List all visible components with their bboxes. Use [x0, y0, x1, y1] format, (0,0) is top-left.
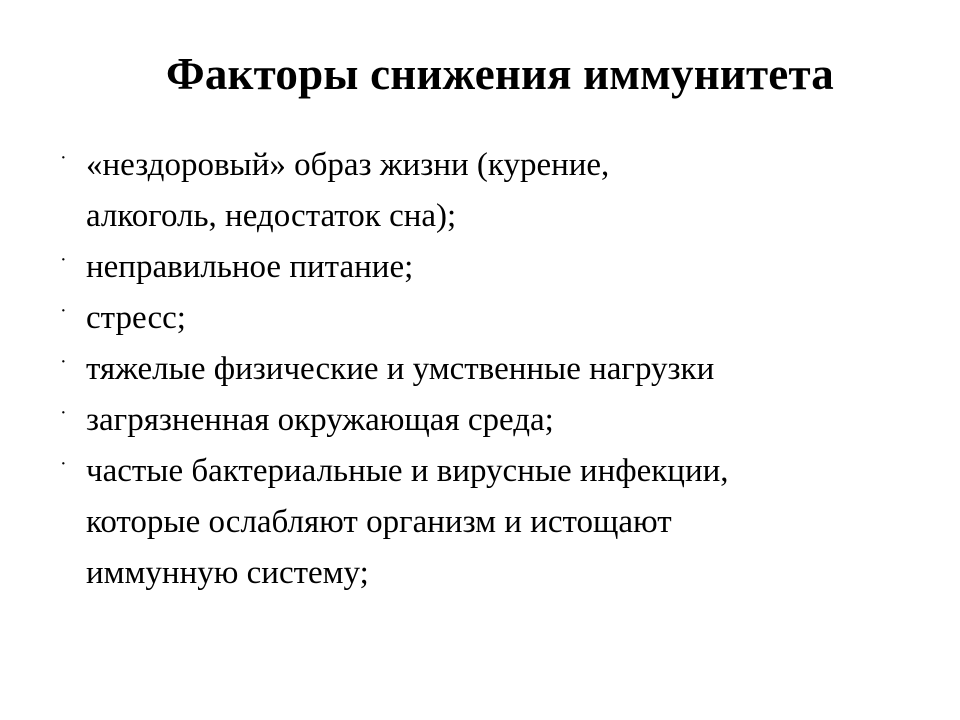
list-item-line: «нездоровый» образ жизни (курение,: [86, 147, 610, 183]
list-item: [58, 140, 938, 242]
list-item-line: иммунную систему;: [86, 555, 369, 591]
bullet-icon: ·: [60, 300, 67, 322]
factor-list: [58, 140, 938, 599]
list-item-line: алкоголь, недостаток сна);: [86, 198, 457, 234]
list-item: [58, 395, 938, 446]
list-item-line: стресс;: [86, 300, 186, 336]
list-item-line: тяжелые физические и умственные нагрузки: [86, 351, 715, 387]
list-item-line: частые бактериальные и вирусные инфекции,: [86, 453, 729, 489]
list-item-line: неправильное питание;: [86, 249, 414, 285]
list-item-line: которые ослабляют организм и истощают: [86, 504, 672, 540]
bullet-icon: ·: [60, 147, 67, 169]
slide-title: Факторы снижения иммунитета: [165, 49, 834, 99]
bullet-icon: ·: [60, 402, 67, 424]
list-item: [58, 446, 938, 599]
bullet-icon: ·: [60, 453, 67, 475]
list-item: [58, 242, 938, 293]
list-item: [58, 344, 938, 395]
bullet-icon: ·: [60, 249, 67, 271]
list-item: [58, 293, 938, 344]
bullet-icon: ·: [60, 351, 67, 373]
list-item-line: загрязненная окружающая среда;: [86, 402, 554, 438]
